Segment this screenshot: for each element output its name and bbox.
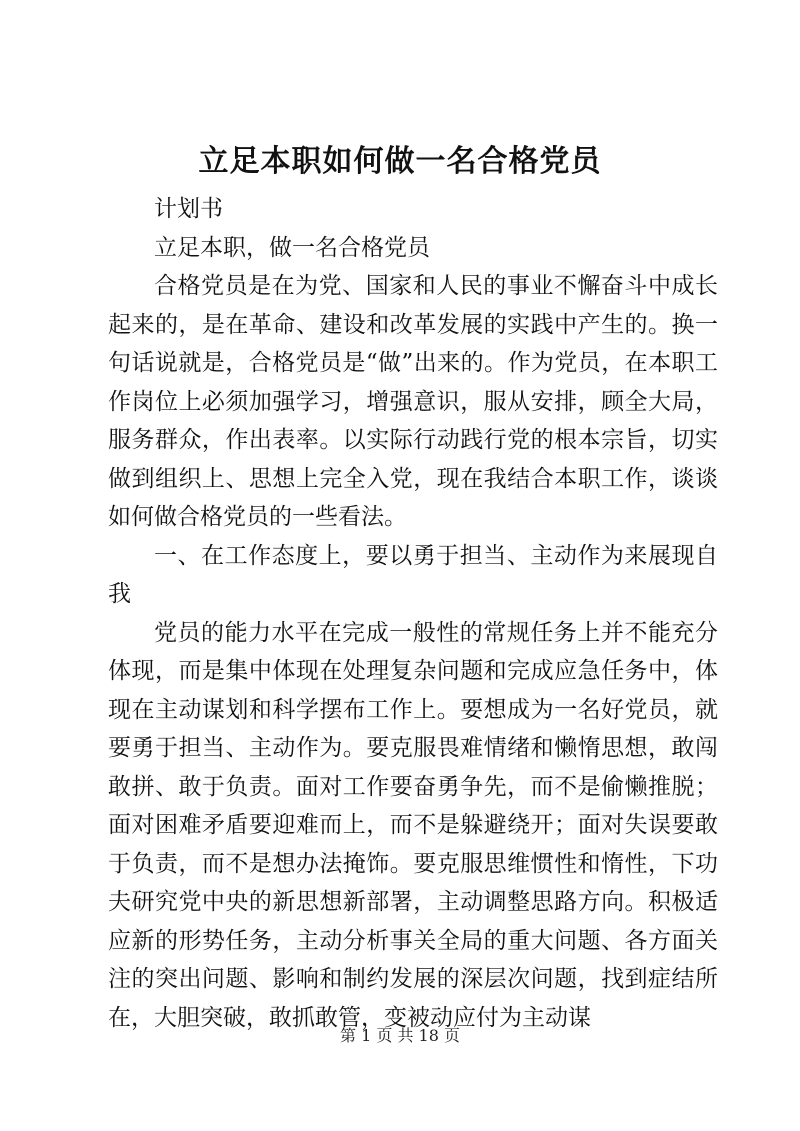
paragraph-doc-type: 计划书 — [154, 196, 223, 222]
section-heading: 一、在工作态度上，要以勇于担当、主动作为来展现自我 — [108, 542, 718, 607]
paragraph-subtitle: 立足本职，做一名合格党员 — [154, 234, 430, 261]
paragraph-intro: 合格党员是在为党、国家和人民的事业不懈奋斗中成长起来的，是在革命、建设和改革发展的实践中产生的。换一句话说就是，合格党员是“做”出来的。作为党员，在本职工作岗位上必须加强学习，增强意识，服从安排，顾全大局，服务群众，作出表率。以实际行动践行党的根本宗旨，切实做到组织上、思想上完全入党，现在我结合本职工作，谈谈如何做合格党员的一些看法。 — [108, 273, 718, 530]
paragraph-section-body: 党员的能力水平在完成一般性的常规任务上并不能充分体现，而是集中体现在处理复杂问题和完成应急任务中，体现在主动谋划和科学摆布工作上。要想成为一名好党员，就要勇于担当、主动作为。要克服畏难情绪和懒惰思想，敢闯敢拼、敢于负责。面对工作要奋勇争先，而不是偷懒推脱；面对困难矛盾要迎难而上，而不是躲避绕开；面对失误要敢于负责，而不是想办法掩饰。要克服思维惯性和惰性，下功夫研究党中央的新思想新部署，主动调整思路方向。积极适应新的形势任务，主动分析事关全局的重大问题、各方面关注的突出问题、影响和制约发展的深层次问题，找到症结所在，大胆突破，敢抓敢管，变被动应付为主动谋 — [108, 619, 718, 1031]
document-body — [108, 190, 718, 1037]
page-number-footer: 第 1 页 共 18 页 — [340, 1026, 460, 1045]
document-title: 立足本职如何做一名合格党员 — [198, 144, 602, 179]
